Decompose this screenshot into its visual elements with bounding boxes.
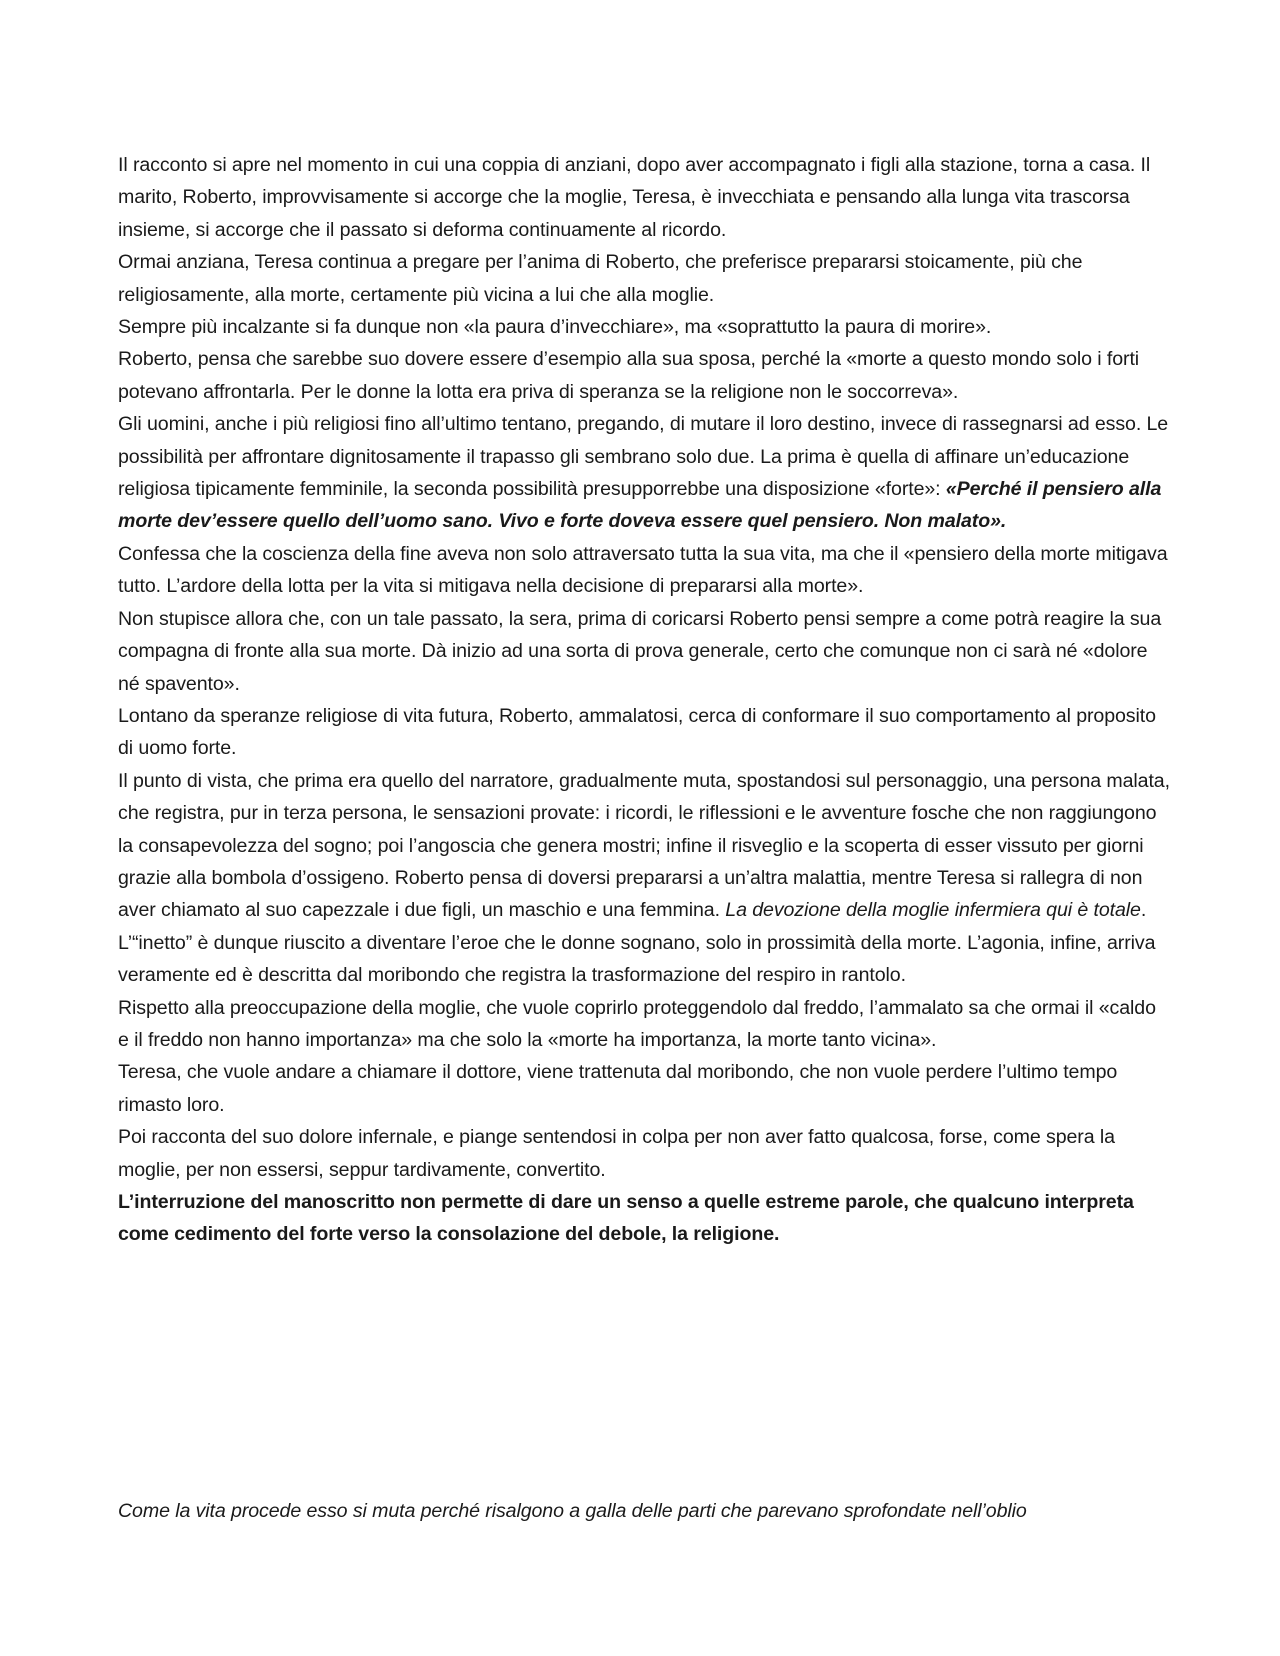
paragraph: L’“inetto” è dunque riuscito a diventare l’eroe che le donne sognano, solo in prossimità della morte. L’agonia, infine, arriva veramente ed è descritta dal moribondo che registra la trasformazione del respiro in rantolo. bbox=[118, 931, 1156, 987]
bold-italic-quote: «Perché il pensiero alla morte dev’essere quello dell’uomo sano. Vivo e forte doveva essere quel pensiero. Non malato». bbox=[118, 478, 1162, 533]
paragraph-text: Gli uomini, anche i più religiosi fino all’ultimo tentano, pregando, di mutare il loro destino, invece di rassegnarsi ad esso. Le possibilità per affrontare dignitosamente il trapasso gli sembrano solo due. La prima è quella di affinare un’educazione religiosa tipicamente femminile, la seconda possibilità presupporrebbe una disposizione «forte»: bbox=[118, 413, 1169, 501]
document-body bbox=[118, 149, 1170, 1251]
paragraph bbox=[118, 765, 1170, 927]
bold-paragraph: L’interruzione del manoscritto non permette di dare un senso a quelle estreme parole, che qualcuno interpreta come cedimento del forte verso la consolazione del debole, la religione. bbox=[118, 1191, 1134, 1246]
paragraph: Il racconto si apre nel momento in cui una coppia di anziani, dopo aver accompagnato i figli alla stazione, torna a casa. Il marito, Roberto, improvvisamente si accorge che la moglie, Teresa, è invecchiata e pensando alla lunga vita trascorsa insieme, si accorge che il passato si deforma continuamente al ricordo. bbox=[118, 154, 1151, 241]
paragraph: Poi racconta del suo dolore infernale, e piange sentendosi in colpa per non aver fatto qualcosa, forse, come spera la moglie, per non essersi, seppur tardivamente, convertito. bbox=[118, 1126, 1115, 1181]
paragraph: Rispetto alla preoccupazione della moglie, che vuole coprirlo proteggendolo dal freddo, l’ammalato sa che ormai il «caldo e il freddo non hanno importanza» ma che solo la «morte ha importanza, la morte tanto vicina». bbox=[118, 996, 1156, 1051]
paragraph-text: Il punto di vista, che prima era quello del narratore, gradualmente muta, spostandosi sul personaggio, una persona malata, che registra, pur in terza persona, le sensazioni provate: i ricordi, le riflessioni e le avventure fosche che non raggiungono la consapevolezza del sogno; poi l’angoscia che genera mostri; infine il risveglio e la scoperta di esser vissuto per giorni grazie alla bombola d’ossigeno. Roberto pensa di doversi prepararsi a un’altra malattia, mentre Teresa si rallegra di non aver chiamato al suo capezzale i due figli, un maschio e una femmina. bbox=[118, 769, 1170, 922]
paragraph: Non stupisce allora che, con un tale passato, la sera, prima di coricarsi Roberto pensi sempre a come potrà reagire la sua compagna di fronte alla sua morte. Dà inizio ad una sorta di prova generale, certo che comunque non ci sarà né «dolore né spavento». bbox=[118, 607, 1162, 695]
italic-phrase: La devozione della moglie infermiera qui è totale bbox=[725, 899, 1141, 922]
paragraph: Sempre più incalzante si fa dunque non «la paura d’invecchiare», ma «soprattutto la paura di morire». bbox=[118, 316, 992, 339]
closing-italic-line: Come la vita procede esso si muta perché risalgono a galla delle parti che parevano sprofondate nell’oblio bbox=[118, 1500, 1027, 1522]
paragraph: Teresa, che vuole andare a chiamare il dottore, viene trattenuta dal moribondo, che non vuole perdere l’ultimo tempo rimasto loro. bbox=[118, 1061, 1118, 1116]
paragraph: Confessa che la coscienza della fine aveva non solo attraversato tutta la sua vita, ma che il «pensiero della morte mitigava tutto. L’ardore della lotta per la vita si mitigava nella decisione di prepararsi alla morte». bbox=[118, 542, 1168, 598]
paragraph: Roberto, pensa che sarebbe suo dovere essere d’esempio alla sua sposa, perché la «morte a questo mondo solo i forti potevano affrontarla. Per le donne la lotta era priva di speranza se la religione non le soccorreva». bbox=[118, 348, 1140, 403]
paragraph bbox=[118, 408, 1170, 538]
paragraph: Ormai anziana, Teresa continua a pregare per l’anima di Roberto, che preferisce prepararsi stoicamente, più che religiosamente, alla morte, certamente più vicina a lui che alla moglie. bbox=[118, 251, 1083, 306]
paragraph-end: . bbox=[1140, 899, 1147, 922]
paragraph: Lontano da speranze religiose di vita futura, Roberto, ammalatosi, cerca di conformare il suo comportamento al proposito di uomo forte. bbox=[118, 704, 1156, 760]
